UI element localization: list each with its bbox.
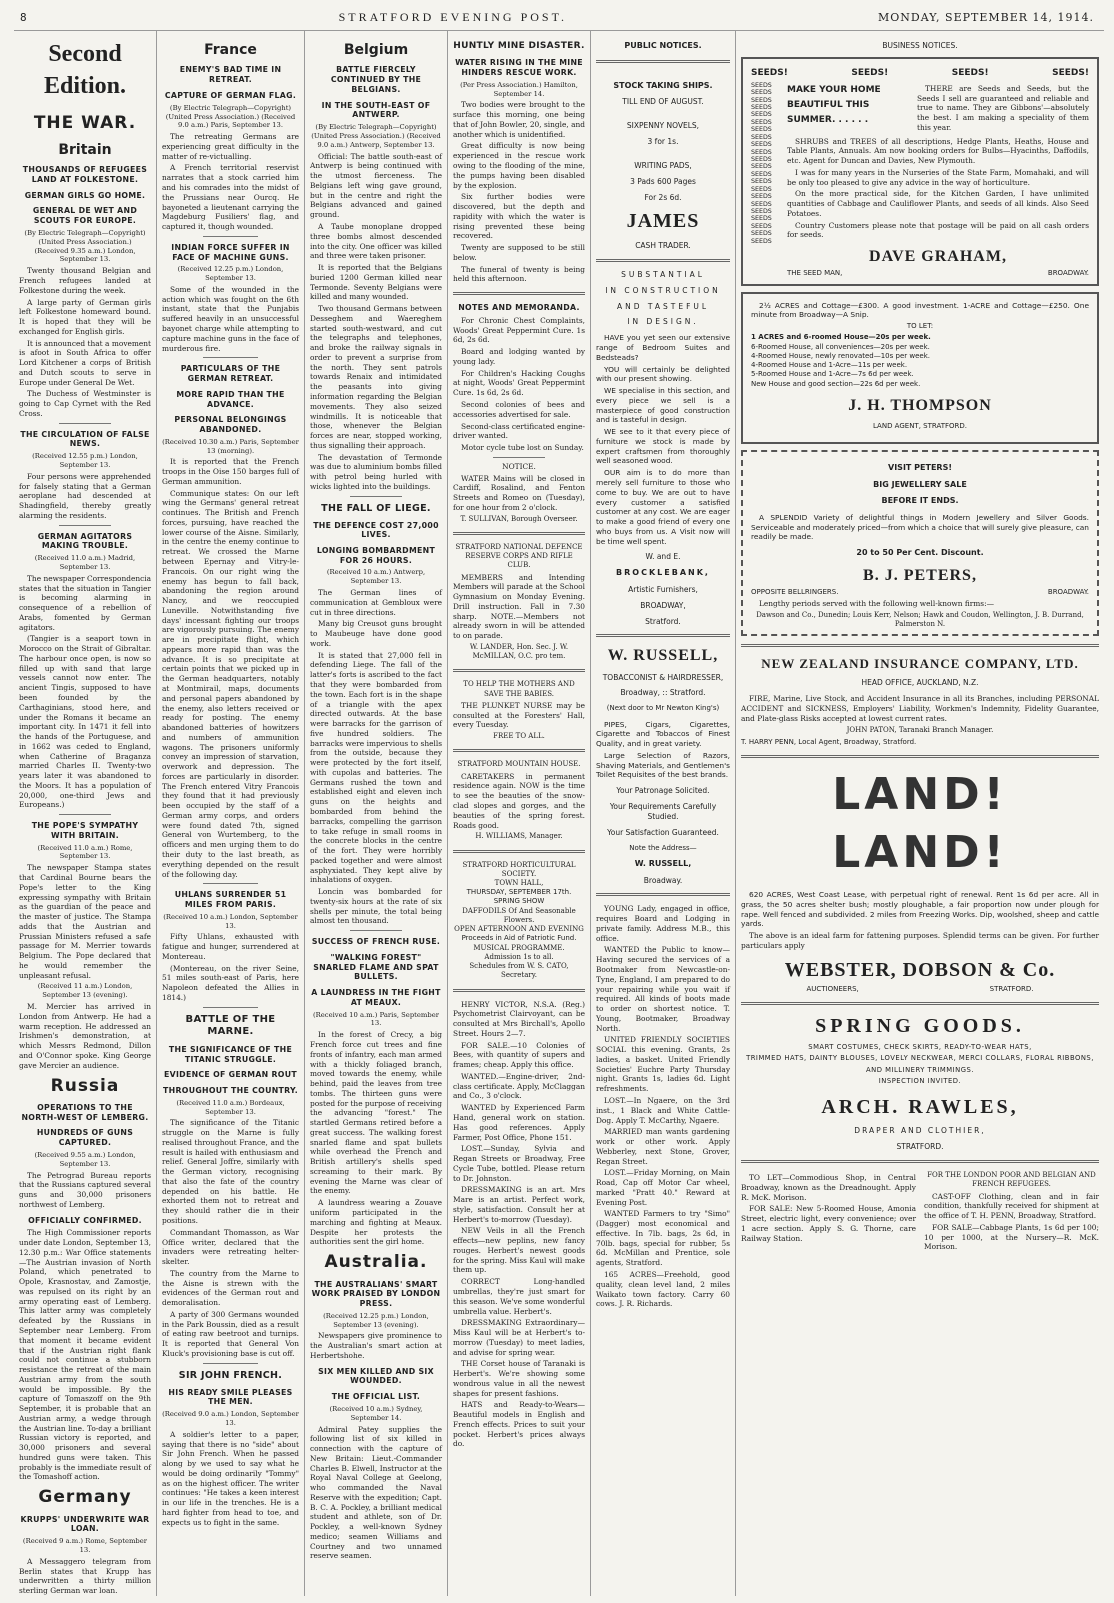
- subhead: GERMAN GIRLS GO HOME.: [24, 190, 146, 200]
- classified-ad: WANTED by Experienced Farm Hand, general work on station. Has good references. Apply Farmer, Post Office, Phone 151.: [453, 1103, 585, 1142]
- paragraph: It is announced that a movement is afoot in South Africa to offer Lord Kitchener a corps of British and Dutch scouts to serve in Europe under General De Wet.: [19, 338, 151, 387]
- dateline: (Received 11 a.m.) London, September 13 (evening).: [37, 982, 133, 1000]
- notice-heading: STRATFORD NATIONAL DEFENCE RESERVE CORPS AND RIFLE CLUB.: [455, 542, 583, 570]
- ad-line: SUBSTANTIAL: [621, 269, 705, 279]
- divider: [59, 423, 112, 424]
- subhead: THE CIRCULATION OF FALSE NEWS.: [20, 429, 150, 449]
- ad-line: TO LET:: [906, 322, 934, 331]
- notice-line: TOWN HALL,: [494, 878, 544, 887]
- germany-heading: Germany: [38, 1487, 132, 1508]
- classified-ad: CORRECT Long-handled umbrellas, they're just smart for this season. We've some wonderful umbrella value. Herbert's.: [453, 1277, 585, 1316]
- paragraph: The retreating Germans are experiencing great difficulty in the matter of re-victualling.: [162, 132, 299, 161]
- subhead: LONGING BOMBARDMENT FOR 26 HOURS.: [316, 546, 436, 565]
- divider: [741, 1160, 1099, 1163]
- ad-line: LAND AGENT, STRATFORD.: [872, 421, 968, 430]
- ad-line: TRIMMED HATS, DAINTY BLOUSES, LOVELY NECKWEAR, MERCI COLLARS, FLORAL RIBBONS,: [746, 1054, 1094, 1063]
- paragraph: Commandant Thomasson, as War Office writer, declared that the invaders were retreating helter-skelter.: [162, 1227, 299, 1267]
- column-6: [736, 31, 1104, 1596]
- paragraph: (Tangier is a seaport town in Morocco on the Strait of Gibraltar. The harbour once open, is now so filled up with sand that large vessels cannot now enter. The ancient Tingis, supposed to have been founded by the Carthaginians, stood here, and under the Romans it became an important city. In 1471 it fell into the hands of the Portuguese, and in 1662 was ceded to England, when Catherine of Braganza married Charles II. Twenty-two years later it was abandoned to the Moors. It has a population of 20,000, one-third Jews and Europeans.): [19, 634, 151, 810]
- advertiser-name: W. RUSSELL,: [607, 647, 719, 665]
- subhead: "WALKING FOREST" SNARLED FLAME AND SPAT BULLETS.: [313, 952, 439, 982]
- subhead: THE FALL OF LIEGE.: [321, 502, 431, 514]
- listing: 6-Roomed House, all conveniences—20s per week.: [751, 342, 930, 351]
- ad-line: TILL END OF AUGUST.: [622, 97, 704, 107]
- ad-line: Broadway.: [643, 875, 683, 885]
- classified-ad: WANTED Farmers to try "Simo" (Dagger) most economical and effective. In 7lb. bags, 2s 6d, in 70lb. bags, special for rubber, 5s 6d. McMillan and Prentice, sole agents, Stratford.: [596, 1209, 730, 1268]
- subhead: BATTLE OF THE MARNE.: [185, 1013, 276, 1038]
- paragraph: Many big Creusot guns brought to Maubeuge have done good work.: [310, 619, 442, 648]
- subhead: KRUPPS' UNDERWRITE WAR LOAN.: [20, 1514, 150, 1534]
- notice-heading: STRATFORD MOUNTAIN HOUSE.: [457, 760, 581, 769]
- ad-line: 3 for 1s.: [647, 136, 679, 146]
- paragraph: Official: The battle south-east of Antwerp is being continued with the utmost fierceness. The Belgians left wing gave ground, but in the centre and right the Belgians advanced and gained ground.: [310, 151, 442, 220]
- paragraph: A large party of German girls left Folkestone homeward bound. It is hoped that they will be exchanged for English girls.: [19, 297, 151, 336]
- dateline: (Received 12.25 p.m.) London, September 13 (evening).: [323, 1311, 429, 1329]
- subhead: SIR JOHN FRENCH.: [178, 1369, 283, 1381]
- classified-ad: YOUNG Lady, engaged in office, requires Board and Lodging in private family. Address M.B., this office.: [596, 904, 730, 943]
- paragraph: On the more practical side, for the Kitchen Garden, I have unlimited quantities of Cabbage and Cauliflower Plants, and seeds of all kinds. Also Seed Potatoes.: [787, 189, 1089, 218]
- listing: 4-Roomed House and 1-Acre—11s per week.: [751, 361, 908, 370]
- listing: New House and good section—22s 6d per week.: [751, 379, 921, 388]
- newspaper-title: STRATFORD EVENING POST.: [338, 9, 568, 24]
- paragraph: Second colonies of bees and accessories advertised for sale.: [453, 400, 585, 419]
- ad-line: IN CONSTRUCTION: [605, 285, 721, 295]
- dateline: (Received 11.0 a.m.) Madrid, September 13.: [34, 554, 136, 571]
- notice-line: Proceeds in Aid of Patriotic Fund.: [461, 934, 577, 943]
- ad-line: T. HARRY PENN, Local Agent, Broadway, Stratford.: [741, 737, 917, 746]
- signature: Schedules from W. S. CATO, Secretary.: [469, 962, 569, 980]
- paragraph: SHRUBS and TREES of all descriptions, Hedge Plants, Heaths, House and Table Plants, Annuals. Am now booking orders for Bulbs—Hyacinths, Daffodils, etc. Agent for Duncan and Davies, New Plymouth.: [787, 136, 1089, 166]
- divider: [741, 644, 1099, 647]
- australia-heading: Australia.: [324, 1252, 428, 1273]
- subhead: ENEMY'S BAD TIME IN RETREAT.: [179, 65, 282, 85]
- paragraph: The significance of the Titanic struggle on the Marne is fully realised throughout France, and the result is hailed with enthusiasm and relief. General Joffre, similarly with the German victory, recognising that also the fate of the country depended on his battle. He exhorted them not to retreat and they should rather die in their positions.: [162, 1118, 299, 1226]
- paragraph: PIPES, Cigars, Cigarettes, Cigarette and Tobaccos of Finest Quality, and in great variety.: [596, 719, 730, 749]
- dateline: (Received 10 a.m.) Paris, September 13.: [312, 1010, 439, 1028]
- listing: 1 ACRES and 6-roomed House—20s per week.: [751, 333, 931, 342]
- paragraph: The country from the Marne to the Aisne is strewn with the evidences of the German rout and demoralisation.: [162, 1268, 299, 1308]
- land-heading: LAND! LAND!: [832, 768, 1008, 879]
- signature: H. WILLIAMS, Manager.: [475, 832, 563, 841]
- divider: [493, 457, 546, 458]
- notice-heading: TO HELP THE MOTHERS AND SAVE THE BABIES.: [463, 680, 575, 698]
- paragraph: Some of the wounded in the action which was fought on the 6th instant, state that the Punjabis suffered heavily in an unsuccessful bayonet charge while attempting to capture machine guns in the face of murderous fire.: [162, 284, 299, 353]
- paragraph: Large Selection of Razors, Shaving Materials, and Gentlemen's Toilet Requisites of the best brands.: [596, 750, 730, 780]
- masthead: [20, 6, 1094, 28]
- divider: [59, 814, 112, 815]
- advertiser-name: B. J. PETERS,: [863, 566, 977, 584]
- classified-ad: FOR SALE.—10 Colonies of Bees, with quantity of supers and frames; cheap. Apply this office.: [453, 1040, 585, 1070]
- seeds-heading: SEEDS! SEEDS! SEEDS! SEEDS!: [751, 67, 1089, 78]
- subhead: THE AUSTRALIANS' SMART WORK PRAISED BY LONDON PRESS.: [311, 1279, 441, 1308]
- ad-line: THE SEED MAN,: [787, 269, 843, 278]
- paragraph: M. Mercier has arrived in London from Antwerp. He had a warm reception. He addressed an Irishmen's demonstration, at which Messrs Redmond, Dillon and O'Connor spoke. King George gave Mercier an audience.: [19, 1002, 151, 1070]
- paragraph: Two thousand Germans between Desseghem and Waereghem started south-westward, and cut the telegraphs and telephones, and broke the railway signals in order to prevent a surprise from the north. They sent patrols towards Renaix and intimidated the peasants into giving information regarding the Belgian movements. They also seized windmills. It is noticeable that those, whenever the Belgian forces are near, stopped working, thus signalling their approach.: [310, 304, 442, 450]
- ad-line: VISIT PETERS!: [888, 463, 952, 473]
- classified-ad: 165 ACRES—Freehold, good quality, clean level land, 2 miles Waikato town factory. Carry 60 cows. J. R. Richards.: [596, 1269, 730, 1309]
- paragraph: The Petrograd Bureau reports that the Russians captured several guns and 30,000 prisoners northwest of Lemberg.: [19, 1170, 151, 1209]
- classified-ad: LOST.—Friday Morning, on Main Road, Cap off Motor Car wheel, marked "Pratt 40." Reward at Evening Post.: [596, 1168, 730, 1207]
- column-2: [157, 31, 305, 1596]
- classified-ad: UNITED FRIENDLY SOCIETIES SOCIAL this evening. Grants, 2s ladies, a basket. United Friendly Societies' Euchre Party Thursday night. Grants 1s, ladies 6d. Light refreshments.: [596, 1035, 730, 1094]
- paragraph: A SPLENDID Variety of delightful things in Modern Jewellery and Silver Goods. Serviceable and moderately priced—from which a choice that will surely give pleasure, can readily be made.: [751, 512, 1089, 542]
- britain-heading: Britain: [58, 141, 112, 158]
- paragraph: MEMBERS and Intending Members will parade at the School Gymnasium on Monday Evening. Drill instruction. Fall in 7.30 sharp. NOTE.—Members not already sworn in will be attended to on parade.: [453, 572, 585, 641]
- divider: [453, 292, 585, 295]
- paragraph: YOU will certainly be delighted with our present showing.: [596, 364, 730, 384]
- subhead: GERMAN AGITATORS MAKING TROUBLE.: [37, 531, 133, 551]
- divider: [203, 236, 258, 237]
- paragraph: In the forest of Crecy, a big French force cut trees and fine fronts of infantry, each man armed with a thickly foliaged branch, moved towards the enemy, while behind, paid the leaves from tree tombs. The thirteen guns were posted for the purpose of receiving the advancing "forest." The startled Germans retired before a great success. The walking forest snarled flame and spat bullets while overhead the French and British artillery's shells sped screaming to their mark. By evening the Marne was clear of the enemy.: [310, 1030, 442, 1196]
- divider: [59, 525, 112, 526]
- notice-heading: STRATFORD HORTICULTURAL SOCIETY.: [462, 860, 576, 878]
- dateline: (By Electric Telegraph—Copyright) (United Press Association.) (Received 9.0 a.m.) Antwerp, September 13.: [311, 123, 441, 149]
- seeds-side-list: SEEDS SEEDS SEEDS SEEDS SEEDS SEEDS SEEDS SEEDS SEEDS SEEDS SEEDS SEEDS SEEDS SEEDS SEEDS SEEDS SEEDS SEEDS SEEDS SEEDS SEEDS SEEDS: [751, 81, 772, 245]
- ad-line: Your Satisfaction Guaranteed.: [607, 827, 719, 837]
- paragraph: Loncin was bombarded for twenty-six hours at the rate of six shells per minute, the total being almost ten thousand.: [310, 887, 442, 926]
- divider: [453, 669, 585, 672]
- dateline: (Received 9.55 a.m.) London, September 13.: [34, 1150, 136, 1168]
- classified-ad: HENRY VICTOR, N.S.A. (Reg.) Psychometrist Clairvoyant, can be consulted at Mrs Birchall's, Apollo Street. Hours 2—7.: [453, 999, 585, 1038]
- ad-line: Your Requirements Carefully Studied.: [609, 802, 717, 821]
- subhead: THE DEFENCE COST 27,000 LIVES.: [313, 520, 439, 540]
- paragraph: The newspaper Correspondencia states that the situation in Tangier is becoming alarming in consequence of a rebellion of Arabs, fomented by German agitators.: [19, 573, 151, 632]
- subhead: OPERATIONS TO THE NORTH-WEST OF LEMBERG.: [21, 1102, 149, 1122]
- paragraph: Country Customers please note that postage will be paid on all cash orders for seeds.: [787, 220, 1089, 240]
- classified-ad: TO LET—Commodious Shop, in Central Broadway, known as the Dreadnought. Apply R. McK. Morison.: [741, 1173, 916, 1202]
- paragraph: Four persons were apprehended for falsely stating that a German aeroplane had descended at Shadingfield, thereby greatly alarming the residents.: [19, 471, 151, 520]
- paragraph: Six further bodies were discovered, but the depth and rapidity with which the water is rising prevented these being recovered.: [453, 192, 585, 241]
- paragraph: CARETAKERS in permanent residence again. NOW is the time to see the beauties of the snow-clad slopes and gorges, and the beauties of the spring forest. Roads good.: [453, 771, 585, 830]
- subhead: CAPTURE OF GERMAN FLAG.: [164, 90, 297, 100]
- column-4: [448, 31, 591, 1596]
- paragraph: Second-class certificated engine-driver wanted.: [453, 421, 585, 441]
- subhead: THROUGHOUT THE COUNTRY.: [163, 1085, 298, 1095]
- subhead: IN THE SOUTH-EAST OF ANTWERP.: [321, 100, 431, 120]
- classified-ad: FOR SALE—Cabbage Plants, 1s 6d per 100; 10 per 1000, at the Nursery—R. McK. Morison.: [924, 1222, 1099, 1252]
- seeds-ad: [741, 57, 1099, 286]
- classified-ad: FOR SALE: New 5-Roomed House, Amonia Street, electric light, every convenience; over 1 acre section. Apply S. G. Thorne, care Railway Station.: [741, 1204, 916, 1243]
- divider: [741, 755, 1099, 758]
- subhead: PARTICULARS OF THE GERMAN RETREAT.: [180, 364, 281, 384]
- paragraph: A laundress wearing a Zouave uniform participated in the marching and fighting at Meaux. Despite her protests the authorities sent the girl home.: [310, 1198, 442, 1247]
- section-heading: PUBLIC NOTICES.: [624, 41, 702, 50]
- ad-line: HEAD OFFICE, AUCKLAND, N.Z.: [861, 678, 979, 688]
- advertiser-name: ARCH. RAWLES,: [821, 1095, 1019, 1118]
- listing: 4-Roomed House, newly renovated—10s per week.: [751, 351, 930, 360]
- ad-line: Dawson and Co., Dunedin; Louis Kerr, Nelson; Hawk and Coudon, Wellington, J. B. Durrand, Palmerston N.: [756, 610, 1084, 628]
- classified-ad: CAST-OFF Clothing, clean and in fair condition, thankfully received for shipment at the office of T. H. PENN, Broadway, Stratford.: [924, 1191, 1099, 1221]
- classified-ad: NEW Veils in all the French effects—new peplins, new fancy rouges. Herbert's newest goods for the spring. Miss Kaul will make them up.: [453, 1226, 585, 1275]
- ad-line: 20 to 50 Per Cent. Discount.: [856, 548, 984, 558]
- paragraph: A French territorial reservist narrates that a stock carried him and his comrades into the midst of the Prussians near Ourcq. He bayoneted a lieutenant carrying the Magdeburg Fusiliers' flag, and captured it, though wounded.: [162, 163, 299, 232]
- dateline: (By Electric Telegraph—Copyright) (United Press Association.) (Received 9.0 a.m.) Paris, September 13.: [165, 103, 296, 130]
- ad-line: AND MILLINERY TRIMMINGS.: [866, 1065, 974, 1074]
- divider: [203, 357, 258, 358]
- paragraph: 620 ACRES, West Coast Lease, with perpetual right of renewal. Rent 1s 6d per acre. All in grass, the 50 acres shelter bush; mostly ploughable, a fair proportion now under plough for rape. Well fenced and subdivided. 2 miles from Freezing Works. Dip, woolshed, sheep and cattle yards.: [741, 890, 1099, 929]
- issue-date: MONDAY, SEPTEMBER 14, 1914.: [877, 10, 1094, 24]
- ad-line: WRITING PADS,: [634, 160, 692, 170]
- subhead: HUNDREDS OF GUNS CAPTURED.: [36, 1128, 134, 1148]
- ad-line: BEFORE IT ENDS.: [881, 496, 959, 506]
- peters-ad: [741, 450, 1099, 636]
- subhead: MORE RAPID THAN THE ADVANCE.: [176, 389, 285, 409]
- paragraph: I was for many years in the Nurseries of the State Farm, Momahaki, and will be only too pleased to give any advice in the way of horticulture.: [787, 167, 1089, 187]
- ad-line: BROADWAY.: [1047, 269, 1089, 278]
- notice-line: MUSICAL PROGRAMME.: [473, 943, 565, 952]
- ad-line: 3 Pads 600 Pages: [630, 176, 696, 186]
- paragraph: THERE are Seeds and Seeds, but the Seeds I sell are guaranteed and reliable and true to name. They are Gibbons'—absolutely the best. I am making a speciality of them this year.: [917, 83, 1089, 132]
- paragraph: Newspapers give prominence to the Australian's smart action at Herbertshohe.: [310, 1331, 442, 1360]
- paragraph: It is reported that the French troops in the Oise 150 barges full of German ammunition.: [162, 457, 299, 486]
- ad-line: OPPOSITE BELLRINGERS.: [751, 587, 839, 596]
- ad-line: TOBACCONIST & HAIRDRESSER,: [602, 672, 724, 682]
- notice-line: Admission 1s to all.: [484, 952, 554, 961]
- ad-line: STRATFORD.: [896, 1142, 944, 1152]
- paragraph: Board and lodging wanted by young lady.: [453, 347, 585, 366]
- notice-heading: FOR THE LONDON POOR AND BELGIAN AND FRENCH REFUGEES.: [927, 1171, 1096, 1189]
- dateline: (Received 9.35 a.m.) London, September 13.: [34, 246, 136, 264]
- subhead: SIX MEN KILLED AND SIX WOUNDED.: [318, 1366, 434, 1386]
- notice-line: OPEN AFTERNOON AND EVENING: [454, 925, 584, 934]
- paragraph: WE see to it that every piece of furniture we stock is made by expert craftsmen from thoroughly well seasoned wood.: [596, 427, 730, 466]
- ad-line: SUMMER. . . . . .: [787, 114, 869, 125]
- divider: [453, 850, 585, 853]
- dateline: (Received 9.0 a.m.) London, September 13.: [162, 1410, 299, 1427]
- ad-line: Artistic Furnishers,: [628, 584, 698, 594]
- classified-ad: DRESSMAKING Extraordinary—Miss Kaul will be at Herbert's to-morrow (Tuesday) to meet ladies, and advise for spring wear.: [453, 1318, 585, 1357]
- subhead: HUNTLY MINE DISASTER.: [453, 41, 585, 51]
- dateline: (Received 10.30 a.m.) Paris, September 13 (morning).: [162, 437, 299, 455]
- ad-line: W. RUSSELL,: [634, 858, 692, 868]
- dateline: (Received 11.0 a.m.) Rome, September 13.: [37, 843, 133, 861]
- paragraph: The funeral of twenty is being held this afternoon.: [453, 264, 585, 284]
- subhead: HIS READY SMILE PLEASES THE MEN.: [168, 1387, 293, 1407]
- dateline: (Received 12.55 p.m.) London, September 13.: [32, 452, 138, 470]
- notice-line: FREE TO ALL.: [493, 732, 545, 741]
- paragraph: The above is an ideal farm for fattening purposes. Splendid terms can be given. For further particulars apply: [741, 931, 1099, 950]
- divider: [453, 532, 585, 535]
- column-3: [305, 31, 448, 1596]
- advertiser-name: BROCKLEBANK,: [616, 568, 710, 578]
- dateline: (Per Press Association.) Hamilton, September 14.: [460, 80, 578, 98]
- paragraph: The German lines of communication at Gembloux were cut in three directions.: [310, 588, 442, 617]
- thompson-ad: [741, 292, 1099, 445]
- paragraph: A Messaggero telegram from Berlin states that Krupp has underwritten a thirty million sterling German war loan.: [19, 1556, 151, 1596]
- ad-line: CASH TRADER.: [635, 240, 691, 250]
- subhead: SUCCESS OF FRENCH RUSE.: [311, 937, 441, 947]
- divider: [203, 883, 258, 884]
- subhead: UHLANS SURRENDER 51 MILES FROM PARIS.: [174, 890, 287, 910]
- divider: [596, 60, 730, 63]
- dateline: (Received 12.25 p.m.) London, September 13.: [177, 265, 284, 283]
- notice-line: THURSDAY, SEPTEMBER 17th.: [466, 888, 572, 897]
- classified-ad: LOST.—Sunday, Sylvia and Regan Streets or Broadway, Free Cycle Tube, bottled. Please return to Dr. Johnston.: [453, 1144, 585, 1183]
- edition-heading: Second Edition.: [43, 41, 127, 99]
- ad-line: MAKE YOUR HOME: [787, 84, 881, 95]
- dateline: (Received 9 a.m.) Rome, September 13.: [22, 1537, 148, 1554]
- ad-line: Stratford.: [645, 616, 681, 626]
- spring-goods-heading: SPRING GOODS.: [815, 1015, 1025, 1038]
- notice-heading: NOTICE.: [502, 461, 536, 471]
- listing: 5-Roomed House and 1-Acre—7s 6d per week.: [751, 370, 914, 379]
- divider: [596, 893, 730, 896]
- paragraph: Twenty thousand Belgian and French refugees landed at Folkestone during the week.: [19, 266, 151, 295]
- column-1: [14, 31, 157, 1596]
- ad-line: STRATFORD.: [989, 985, 1034, 994]
- advertiser-name: WEBSTER, DOBSON & Co.: [784, 958, 1056, 981]
- ad-line: STOCK TAKING SHIPS.: [613, 80, 713, 90]
- paragraph: Twenty are supposed to be still below.: [453, 243, 585, 262]
- dateline: (Received 10 a.m.) London, September 13.: [163, 912, 298, 930]
- war-heading: THE WAR.: [33, 113, 137, 134]
- belgium-heading: Belgium: [343, 42, 409, 58]
- advertiser-name: NEW ZEALAND INSURANCE COMPANY, LTD.: [761, 656, 1079, 672]
- dateline: (Received 10 a.m.) Sydney, September 14.: [329, 1404, 423, 1422]
- subhead: PERSONAL BELONGINGS ABANDONED.: [174, 415, 287, 434]
- divider: [350, 930, 403, 931]
- paragraph: Fifty Uhlans, exhausted with fatigue and hunger, surrendered at Montereau.: [162, 932, 299, 961]
- ad-line: (Next door to Mr Newton King's): [606, 704, 720, 713]
- paragraph: OUR aim is to do more than merely sell furniture to those who come to buy. We are out to have every customer a satisfied customer at any cost. We are eager to make a good friend of every one who buys from us. A Visit now will be time well spent.: [596, 468, 730, 546]
- divider: [596, 634, 730, 637]
- paragraph: A soldier's letter to a paper, saying that there is no "side" about Sir John French. When he passed along by we used to say what he would be doing ordinarily "Tommy" as on the highest officer. The writer continues: "He takes a keen interest in our life in the trenches. He is a hard fighter from head to toe, and expects us to fight in the same.: [162, 1429, 299, 1527]
- advertiser-name: JAMES: [626, 210, 700, 233]
- subhead: THOUSANDS OF REFUGEES LAND AT FOLKESTONE.: [22, 165, 148, 184]
- dateline: (By Electric Telegraph—Copyright) (United Press Association.): [24, 228, 146, 246]
- classified-ad: LOST.—In Ngaere, on the 3rd inst., 1 Black and White Cattle-Dog. Apply T. McCarthy, Ngaere.: [596, 1095, 730, 1125]
- paragraph: Lengthy periods served with the following well-known firms:—: [759, 598, 994, 608]
- column-5: [591, 31, 736, 1596]
- ad-line: Broadway, :: Stratford.: [620, 688, 706, 698]
- paragraph: For Chronic Chest Complaints, Woods' Great Peppermint Cure. 1s 6d, 2s 6d.: [453, 315, 585, 345]
- signature: T. SULLIVAN, Borough Overseer.: [460, 514, 578, 523]
- ad-line: Note the Address—: [629, 843, 697, 852]
- ad-line: AND TASTEFUL: [616, 301, 710, 311]
- subhead: OFFICIALLY CONFIRMED.: [28, 1215, 142, 1225]
- notice-line: DAFFODILS Of And Seasonable Flowers.: [462, 906, 576, 924]
- paragraph: THE PLUNKET NURSE may be consulted at the Foresters' Hall, every Tuesday.: [453, 700, 585, 730]
- classified-ad: WANTED.—Engine-driver, 2nd-class certificate. Apply, McClaggan and Co., 3 o'clock.: [453, 1071, 585, 1101]
- ad-line: SIXPENNY NOVELS,: [626, 120, 700, 130]
- paragraph: The Duchess of Westminster is going to Cap Cyrnet with the Red Cross.: [19, 389, 151, 418]
- paragraph: 2½ ACRES and Cottage—£300. A good investment. 1-ACRE and Cottage—£250. One minute from Broadway—A Snip.: [751, 300, 1089, 320]
- subhead: BATTLE FIERCELY CONTINUED BY THE BELGIANS.: [330, 65, 422, 94]
- dateline: (Received 11.0 a.m.) Bordeaux, September 13.: [176, 1098, 285, 1116]
- classified-ad: WANTED the Public to know—Having secured the services of a Bootmaker from Newcastle-on-Tyne, England, I am prepared to do your repairing while you wait if required. All kinds of boots made to order on shortest notice. T. Young, Bootmaker, Broadway North.: [596, 945, 730, 1033]
- subhead: THE OFFICIAL LIST.: [331, 1392, 421, 1402]
- classified-ad: THE Corset house of Taranaki is Herbert's. We're showing some wondrous value in all the newest shapes for present fashions.: [453, 1359, 585, 1398]
- divider: [350, 496, 403, 497]
- ad-line: BIG JEWELLERY SALE: [873, 479, 967, 489]
- paragraph: The High Commissioner reports under date London, September 13, 12.30 p.m.: War Office statements—The Austrian invasion of North Poland, which penetrated to Opole, Krasnostav, and Zamostje, was repulsed on its right by an army operating east of Lemberg. This latter army was completely defeated by the Russians in September near Lemberg. From that moment it became evident that if the Austrian right flank could not continue a stubborn resistance the retreat of the main Austrian army from the south would be impossible. By the capture of Tomaszoff on the 9th September, it is probable that an Austrian army, a wedge through the Austrian line. To-day a brilliant Russian victory is reported, and 30,000 prisoners and several hundred guns were taken. This probably is the immediate result of the Tomashoff action.: [19, 1228, 151, 1482]
- paragraph: It is reported that the Belgians buried 1200 German killed near Termonde. Seventy Belgians were killed and many wounded.: [310, 263, 442, 302]
- paragraph: WATER Mains will be closed in Cardiff, Rosalind, and Fenton Streets and Romeo on (Tuesday), for one hour from 2 o'clock.: [453, 473, 585, 512]
- paragraph: HAVE you yet seen our extensive range of Bedroom Suites and Bedsteads?: [596, 333, 730, 362]
- ad-line: W. and E.: [645, 552, 681, 562]
- classified-ad: MARRIED man wants gardening work or other work. Apply Webberley, next Stone, Grover, Regan Street.: [596, 1127, 730, 1166]
- dateline: (Received 10 a.m.) Antwerp, September 13.: [326, 568, 426, 586]
- advertiser-name: DAVE GRAHAM,: [869, 248, 1007, 266]
- subhead: NOTES AND MEMORANDA.: [458, 303, 580, 313]
- paragraph: For Children's Hacking Coughs at night, Woods' Great Peppermint Cure. 1s 6d, 2s 6d.: [453, 368, 585, 398]
- columns: [14, 30, 1104, 1596]
- paragraph: A party of 300 Germans wounded in the Park Boussin, died as a result of eating raw beetroot and turnips. It is reported that General Von Kluck's provisioning base is cut off.: [162, 1309, 299, 1358]
- divider: [741, 1002, 1099, 1005]
- signature: W. LANDER, Hon. Sec. J. W. McMILLAN, O.C. pro tem.: [469, 642, 569, 661]
- subhead: INDIAN FORCE SUFFER IN FACE OF MACHINE GUNS.: [171, 242, 290, 262]
- subhead: WATER RISING IN THE MINE HINDERS RESCUE WORK.: [455, 58, 583, 77]
- paragraph: (Montereau, on the river Seine, 51 miles south-east of Paris, here Napoleon defeated the Allies in 1814.): [162, 963, 299, 1002]
- ad-line: For 2s 6d.: [644, 192, 682, 202]
- paragraph: A Taube monoplane dropped three bombs almost descended into the city. One officer was killed and three were taken prisoner.: [310, 221, 442, 261]
- ad-line: BEAUTIFUL THIS: [787, 99, 870, 110]
- paragraph: Admiral Patey supplies the following list of six killed in connection with the capture of New Britain: Lieut.-Commander Charles B. Elwell, Instructor at the Royal Naval College at Geelong, who commanded the Naval Reserve with the expedition; Capt. B. C. A. Pockley, a brilliant medical student and athlete, son of Dr. Pockley, a well-known Sydney medico; seamen Williams and Courtney and two unnamed reserve seamen.: [310, 1424, 442, 1561]
- paragraph: WE specialise in this section, and every piece we sell is a masterpiece of good construction and is tasteful in design.: [596, 386, 730, 425]
- ad-line: AUCTIONEERS,: [806, 985, 859, 994]
- subhead: A LAUNDRESS IN THE FIGHT AT MEAUX.: [311, 988, 441, 1007]
- paragraph: The newspaper Stampa states that Cardinal Bourne bears the Pope's letter to the King expressing sympathy with Britain as the guardian of the peace and the master of justice. The Stampa adds that the Austrian and Prussian Ministers refused a safe passage for M. Merrier towards Belgium. The Pope declared that he would remember the unpleasant refusal.: [19, 863, 151, 980]
- france-heading: France: [204, 42, 257, 58]
- divider: [203, 1363, 258, 1364]
- ad-line: IN DESIGN.: [627, 317, 699, 327]
- subhead: GENERAL DE WET AND SCOUTS FOR EUROPE.: [32, 206, 138, 226]
- subhead: EVIDENCE OF GERMAN ROUT: [164, 1070, 297, 1080]
- notice-line: SPRING SHOW: [493, 897, 545, 906]
- divider: [453, 989, 585, 992]
- paragraph: It is stated that 27,000 fell in defending Liege. The fall of the latter's forts is ascribed to the fact that they were bombarded from the town. Each fort is in the shape of a triangle with the apex directed outwards. At the base were barracks for the garrison of five hundred soldiers. The barracks were impervious to shells from the outside, because they were protected by the fort itself, with cupolas and batteries. The Germans rushed the town and established eight and eleven inch guns on the heights and bombarded from behind the barracks, compelling the garrison to take refuge in small rooms in the concrete blocks in the centre of the fort. They were horribly packed together and were almost asphyxiated. They kept alive by inhalations of oxygen.: [310, 650, 442, 885]
- paragraph: Great difficulty is now being experienced in the rescue work owing to the flooding of the mine, the pumps having been disabled by the explosion.: [453, 141, 585, 190]
- subhead: THE POPE'S SYMPATHY WITH BRITAIN.: [31, 821, 139, 840]
- ad-line: DRAPER AND CLOTHIER,: [854, 1126, 986, 1136]
- classified-ad: HATS and Ready-to-Wears—Beautiful models in English and French effects. Prices to suit your pocket. Herbert's prices always do.: [453, 1400, 585, 1449]
- section-heading: BUSINESS NOTICES.: [882, 41, 958, 50]
- paragraph: Communique states: On our left wing the Germans' general retreat continues. The British and French forces, pursuing, have reached the lower course of the Aisne. Similarly, in the centre the enemy continue to retreat. We crossed the Marne between Epernay and Vitry-le-Francois. On our right wing the enemy has begun to fall back, abandoning the region around Nancy, and we reoccupied Luneville. Notwithstanding five days' incessant fighting our troops are vigorously pursuing. The enemy are in precipitate flight, which appears more rapid than was the advance. It is so precipitate at certain points that we picked up in the German headquarters, notably at Montmirail, maps, documents and personal papers abandoned by the enemy, also letters received or ready for posting. The enemy abandoned batteries of howitzers and numbers of ammunition wagons. The prisoners uniformly convey an impression of starvation, overwork and depression. The forces are particularly in disorder. The French entered Vitry Francois they found that it had previously been occupied by the staff of a German army corps, and orders were found dated 7th, signed General von Wurtemberg, to the officers and men urging them to do their duty to the last breath, as everything depended on the result of the following day.: [162, 488, 299, 879]
- divider: [453, 749, 585, 752]
- advertiser-name: J. H. THOMPSON: [848, 396, 992, 414]
- russia-heading: Russia: [50, 1075, 120, 1096]
- signature: JOHN PATON, Taranaki Branch Manager.: [846, 725, 994, 734]
- subhead: THE SIGNIFICANCE OF THE TITANIC STRUGGLE.: [168, 1044, 293, 1064]
- page-number: 8: [20, 10, 28, 24]
- ad-line: INSPECTION INVITED.: [878, 1077, 962, 1086]
- ad-line: SMART COSTUMES, CHECK SKIRTS, READY-TO-WEAR HATS,: [808, 1042, 1032, 1051]
- ad-line: BROADWAY.: [1047, 587, 1089, 596]
- ad-line: BROADWAY,: [640, 600, 686, 610]
- divider: [596, 259, 730, 262]
- paragraph: The devastation of Termonde was due to aluminium bombs filled with petrol being hurled with wicks lighted into the buildings.: [310, 452, 442, 491]
- paragraph: Motor cycle tube lost on Sunday.: [461, 443, 584, 453]
- classified-ad: DRESSMAKING is an art. Mrs Mare is an artist. Perfect work, style, satisfaction. Consult her at Herbert's to-morrow (Tuesday).: [453, 1185, 585, 1224]
- divider: [203, 1007, 258, 1008]
- paragraph: Two bodies were brought to the surface this morning, one being that of John Bowler, 20, single, and another which is unidentified.: [453, 100, 585, 139]
- ad-line: Your Patronage Solicited.: [616, 786, 710, 796]
- paragraph: FIRE, Marine, Live Stock, and Accident Insurance in all its Branches, including PERSONAL ACCIDENT and SICKNESS, Employers' Liability, Workmen's Indemnity, Fidelity Guarantee, and Plate-glass Risks accepted at lowest current rates.: [741, 694, 1099, 723]
